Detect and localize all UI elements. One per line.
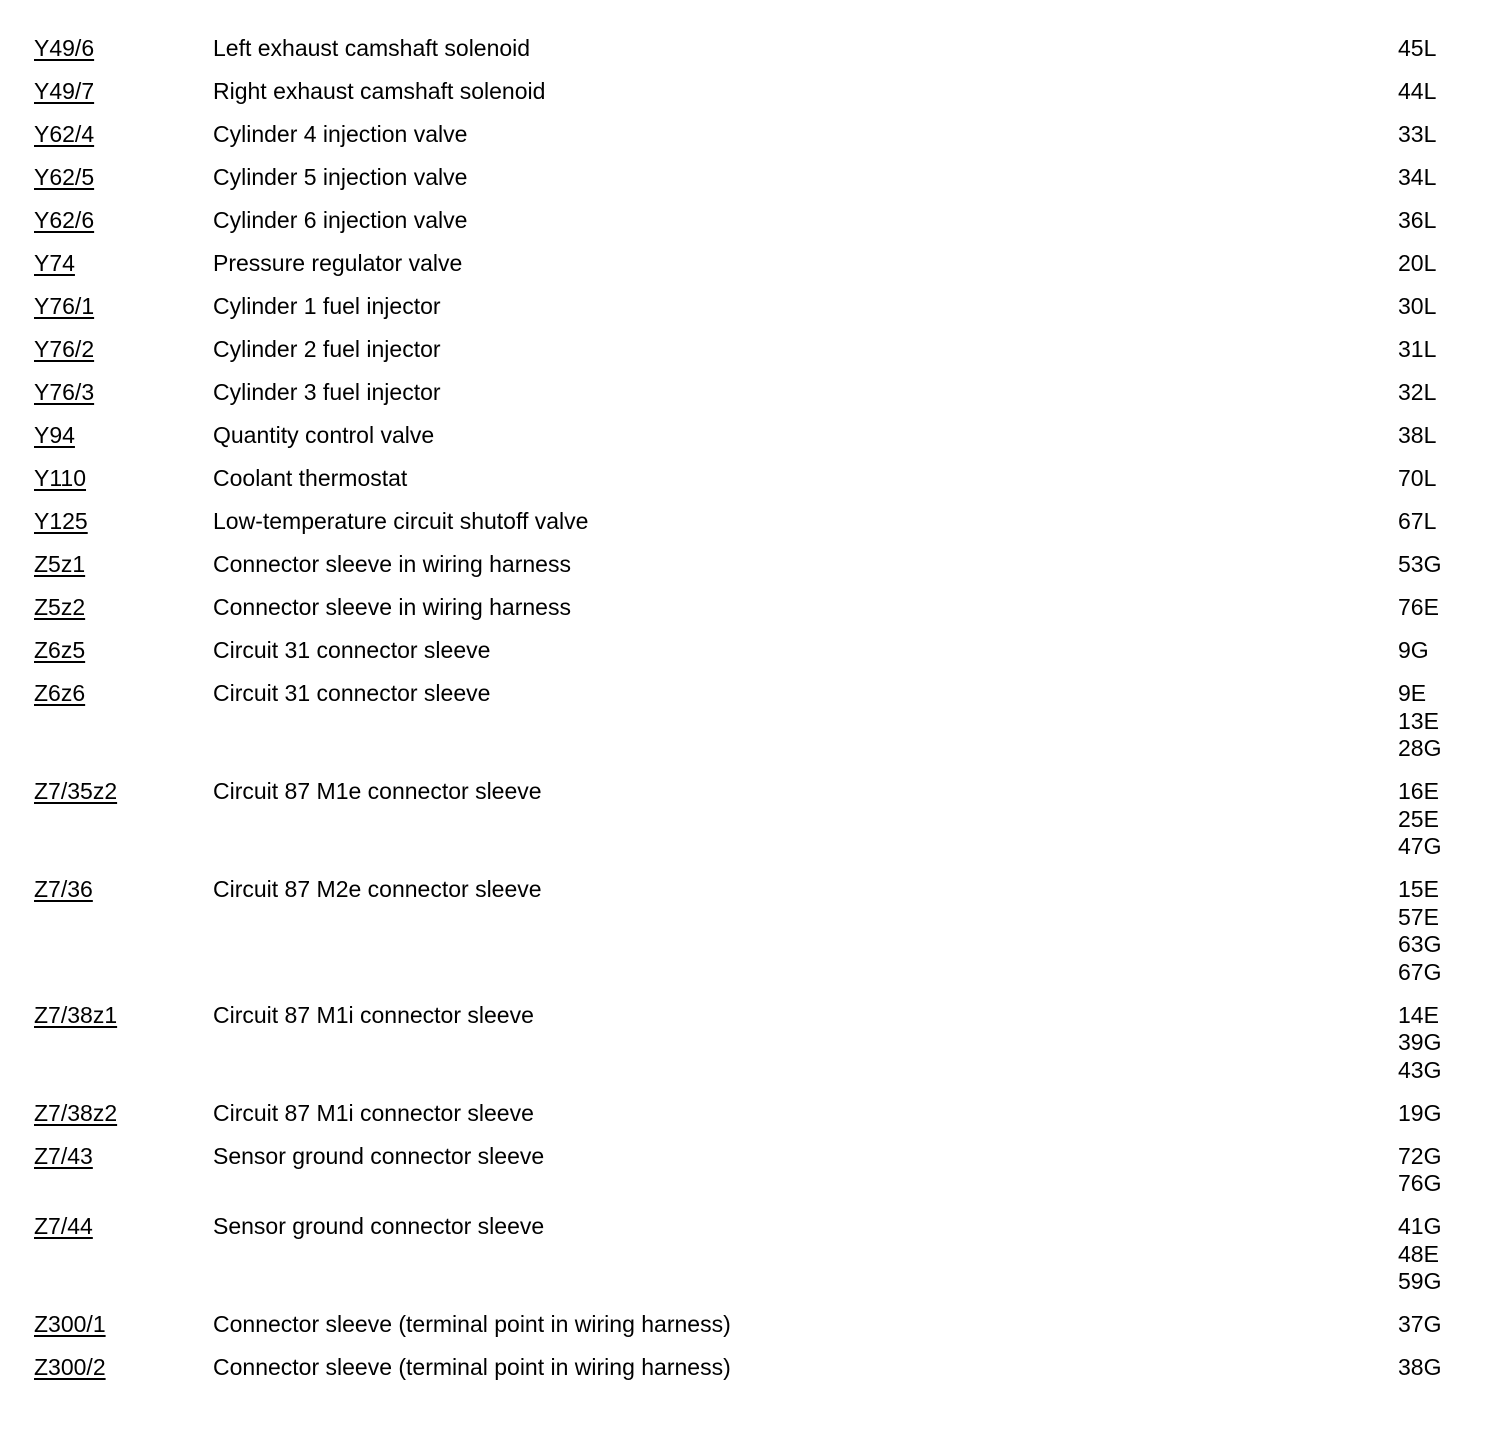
grid-location: 33L <box>1398 121 1437 147</box>
grid-location-list <box>1398 594 1464 622</box>
grid-location-list <box>1398 508 1464 536</box>
grid-location: 9G <box>1398 637 1429 663</box>
grid-location-list <box>1398 336 1464 364</box>
component-code-link[interactable]: Z5z2 <box>34 594 86 620</box>
legend-row <box>34 876 1464 986</box>
legend-row <box>34 1143 1464 1198</box>
grid-location-list <box>1398 207 1464 235</box>
grid-location: 13E <box>1398 707 1439 734</box>
grid-location: 16E <box>1398 778 1439 804</box>
component-code-link[interactable]: Z7/38z1 <box>34 1001 118 1028</box>
component-description: Connector sleeve (terminal point in wiring harness) <box>213 1354 731 1380</box>
component-code-link[interactable]: Z6z6 <box>34 680 86 706</box>
grid-location: 72G <box>1398 1142 1442 1169</box>
component-code-link[interactable]: Z300/2 <box>34 1354 106 1380</box>
component-description: Circuit 87 M2e connector sleeve <box>213 876 542 902</box>
grid-location: 76G <box>1398 1170 1442 1196</box>
grid-location: 37G <box>1398 1311 1442 1337</box>
grid-location-list <box>1398 1002 1464 1085</box>
grid-location: 31L <box>1398 336 1437 362</box>
component-description: Circuit 87 M1i connector sleeve <box>213 1001 534 1028</box>
grid-location: 34L <box>1398 164 1437 190</box>
legend-row <box>34 121 1464 149</box>
grid-location: 28G <box>1398 735 1442 761</box>
grid-location: 14E <box>1398 1001 1439 1028</box>
component-code-link[interactable]: Y49/7 <box>34 78 95 104</box>
grid-location-list <box>1398 422 1464 450</box>
grid-location: 57E <box>1398 903 1439 930</box>
grid-location-list <box>1398 1143 1464 1198</box>
legend-row <box>34 379 1464 407</box>
component-code-link[interactable]: Z7/36 <box>34 876 93 902</box>
grid-location: 39G <box>1398 1029 1442 1055</box>
grid-location-list <box>1398 1311 1464 1339</box>
grid-location: 19G <box>1398 1099 1442 1126</box>
component-code-link[interactable]: Z7/35z2 <box>34 778 118 804</box>
legend-row <box>34 35 1464 63</box>
legend-row <box>34 1100 1464 1128</box>
grid-location-list <box>1398 465 1464 493</box>
grid-location-list <box>1398 293 1464 321</box>
grid-location: 38L <box>1398 422 1437 448</box>
grid-location: 43G <box>1398 1056 1442 1083</box>
component-code-link[interactable]: Y76/1 <box>34 293 95 319</box>
legend-row <box>34 422 1464 450</box>
legend-row <box>34 551 1464 579</box>
component-description: Quantity control valve <box>213 422 435 448</box>
component-code-link[interactable]: Y62/5 <box>34 164 95 190</box>
grid-location-list <box>1398 1213 1464 1296</box>
grid-location: 25E <box>1398 805 1439 832</box>
component-description: Right exhaust camshaft solenoid <box>213 78 546 104</box>
grid-location-list <box>1398 379 1464 407</box>
legend-row <box>34 164 1464 192</box>
component-code-link[interactable]: Z7/44 <box>34 1213 93 1239</box>
legend-row <box>34 637 1464 665</box>
grid-location: 41G <box>1398 1213 1442 1239</box>
legend-row <box>34 680 1464 763</box>
component-description: Connector sleeve in wiring harness <box>213 594 571 620</box>
component-code-link[interactable]: Y94 <box>34 422 75 448</box>
component-code-link[interactable]: Y74 <box>34 250 75 276</box>
grid-location: 70L <box>1398 465 1437 491</box>
grid-location-list <box>1398 551 1464 579</box>
legend-row <box>34 250 1464 278</box>
grid-location: 9E <box>1398 680 1427 706</box>
component-description: Low-temperature circuit shutoff valve <box>213 508 589 534</box>
component-description: Cylinder 3 fuel injector <box>213 379 441 405</box>
component-description: Sensor ground connector sleeve <box>213 1142 545 1169</box>
component-code-link[interactable]: Y49/6 <box>34 35 95 61</box>
grid-location: 63G <box>1398 931 1442 957</box>
grid-location: 67G <box>1398 958 1442 985</box>
component-description: Connector sleeve in wiring harness <box>213 551 571 577</box>
component-description: Cylinder 1 fuel injector <box>213 293 441 319</box>
component-code-link[interactable]: Z7/38z2 <box>34 1099 118 1126</box>
component-code-link[interactable]: Z6z5 <box>34 637 86 663</box>
component-code-link[interactable]: Z5z1 <box>34 551 86 577</box>
grid-location: 59G <box>1398 1268 1442 1294</box>
component-description: Pressure regulator valve <box>213 250 463 276</box>
legend-row <box>34 336 1464 364</box>
component-code-link[interactable]: Y76/2 <box>34 336 95 362</box>
component-description: Cylinder 2 fuel injector <box>213 336 441 362</box>
legend-row <box>34 1213 1464 1296</box>
grid-location: 15E <box>1398 876 1439 902</box>
component-description: Cylinder 4 injection valve <box>213 121 468 147</box>
grid-location: 20L <box>1398 250 1437 276</box>
component-description: Circuit 87 M1e connector sleeve <box>213 778 542 804</box>
component-description: Circuit 31 connector sleeve <box>213 680 491 706</box>
grid-location: 32L <box>1398 379 1437 405</box>
grid-location-list <box>1398 35 1464 63</box>
legend-row <box>34 594 1464 622</box>
component-code-link[interactable]: Y62/4 <box>34 121 95 147</box>
component-code-link[interactable]: Y62/6 <box>34 207 95 233</box>
grid-location-list <box>1398 637 1464 665</box>
component-code-link[interactable]: Z300/1 <box>34 1311 106 1337</box>
component-description: Cylinder 5 injection valve <box>213 164 468 190</box>
grid-location-list <box>1398 778 1464 861</box>
legend-row <box>34 1002 1464 1085</box>
component-code-link[interactable]: Y110 <box>34 465 87 491</box>
component-code-link[interactable]: Z7/43 <box>34 1142 93 1169</box>
component-code-link[interactable]: Y76/3 <box>34 379 95 405</box>
grid-location: 36L <box>1398 207 1437 233</box>
grid-location: 30L <box>1398 293 1437 319</box>
grid-location-list <box>1398 121 1464 149</box>
component-description: Connector sleeve (terminal point in wiring harness) <box>213 1311 731 1337</box>
grid-location: 47G <box>1398 833 1442 859</box>
component-legend-table <box>34 35 1464 1397</box>
component-description: Circuit 87 M1i connector sleeve <box>213 1099 534 1126</box>
legend-row <box>34 207 1464 235</box>
legend-row <box>34 293 1464 321</box>
grid-location-list <box>1398 1100 1464 1128</box>
grid-location: 44L <box>1398 78 1437 104</box>
legend-row <box>34 508 1464 536</box>
grid-location: 53G <box>1398 551 1442 577</box>
grid-location: 38G <box>1398 1354 1442 1380</box>
grid-location: 45L <box>1398 35 1437 61</box>
component-description: Left exhaust camshaft solenoid <box>213 35 531 61</box>
legend-row <box>34 1354 1464 1382</box>
legend-row <box>34 78 1464 106</box>
grid-location: 76E <box>1398 594 1439 620</box>
component-description: Coolant thermostat <box>213 465 408 491</box>
grid-location: 67L <box>1398 508 1437 534</box>
grid-location-list <box>1398 78 1464 106</box>
grid-location: 48E <box>1398 1240 1439 1267</box>
component-code-link[interactable]: Y125 <box>34 508 88 534</box>
legend-row <box>34 778 1464 861</box>
grid-location-list <box>1398 1354 1464 1382</box>
component-description: Sensor ground connector sleeve <box>213 1213 545 1239</box>
grid-location-list <box>1398 250 1464 278</box>
grid-location-list <box>1398 164 1464 192</box>
grid-location-list <box>1398 680 1464 763</box>
legend-row <box>34 1311 1464 1339</box>
component-description: Cylinder 6 injection valve <box>213 207 468 233</box>
component-description: Circuit 31 connector sleeve <box>213 637 491 663</box>
grid-location-list <box>1398 876 1464 986</box>
legend-row <box>34 465 1464 493</box>
